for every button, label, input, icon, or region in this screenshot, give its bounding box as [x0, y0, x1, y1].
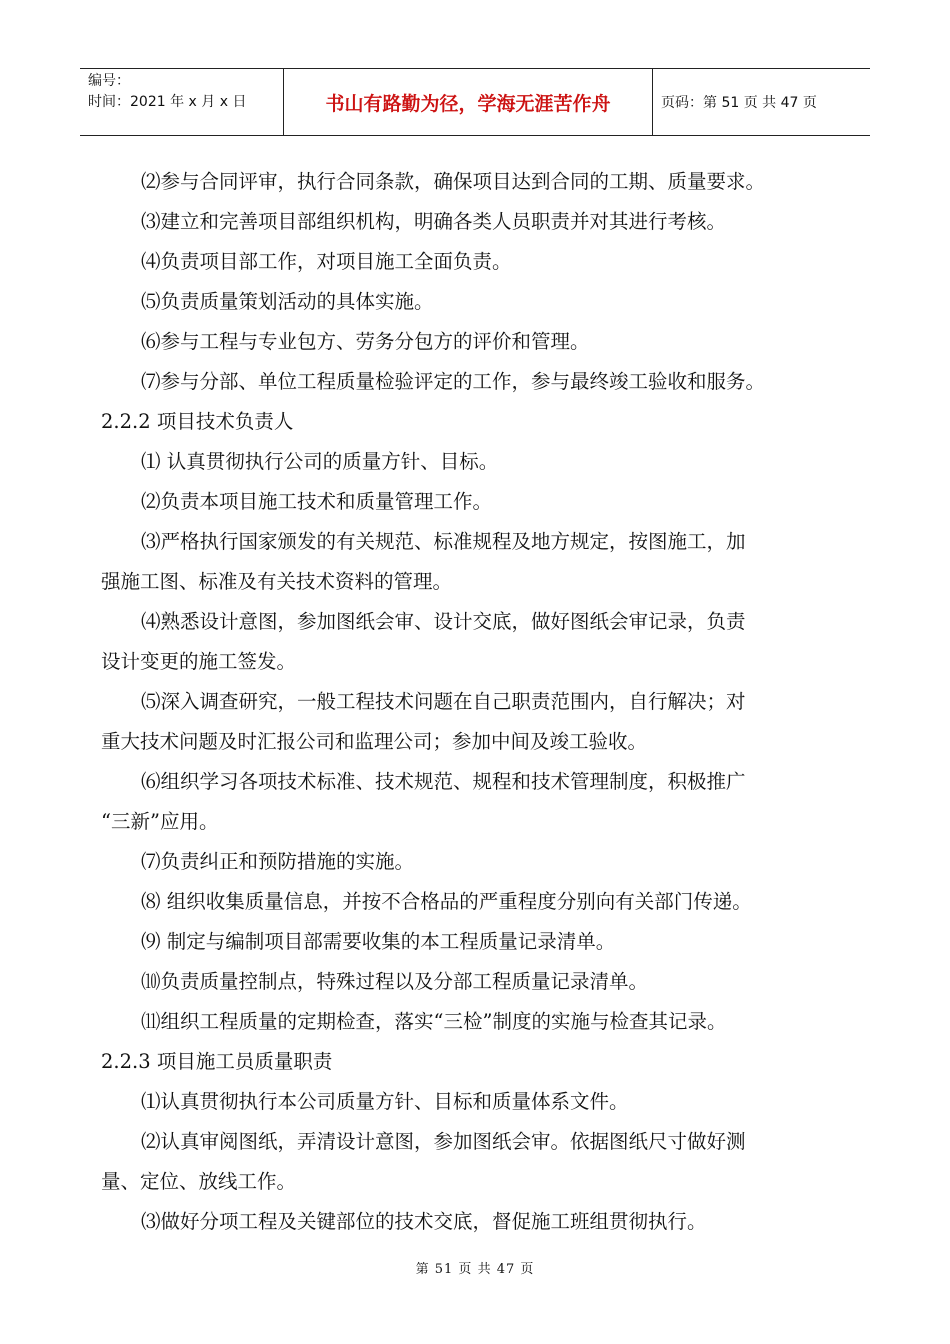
- text-line: 2.2.2 项目技术负责人: [101, 410, 294, 433]
- text-line: ⑶严格执行国家颁发的有关规范、标准规程及地方规定，按图施工，加: [141, 530, 746, 553]
- header-slogan: 书山有路勤为径，学海无涯苦作舟: [283, 69, 653, 135]
- text-line: 设计变更的施工签发。: [101, 650, 297, 673]
- header-page-info: 页码：第 51 页 共 47 页: [661, 95, 817, 111]
- text-line: ⑶建立和完善项目部组织机构，明确各类人员职责并对其进行考核。: [141, 210, 727, 233]
- header-meta: [80, 69, 283, 135]
- document-body: [101, 162, 853, 1242]
- text-line: ⑷负责项目部工作，对项目施工全面负责。: [141, 250, 512, 273]
- text-line: 重大技术问题及时汇报公司和监理公司；参加中间及竣工验收。: [101, 730, 648, 753]
- header-time: 时间：2021 年 x 月 x 日: [88, 94, 247, 110]
- text-line: ⑺参与分部、单位工程质量检验评定的工作，参与最终竣工验收和服务。: [141, 370, 766, 393]
- text-line: ⑵参与合同评审，执行合同条款，确保项目达到合同的工期、质量要求。: [141, 170, 766, 193]
- header-number: 编号：: [88, 73, 130, 89]
- text-line: ⑶做好分项工程及关键部位的技术交底，督促施工班组贯彻执行。: [141, 1210, 707, 1233]
- page-footer: 第 51 页 共 47 页: [415, 1262, 535, 1277]
- page-header: [80, 68, 870, 136]
- text-line: ⑺负责纠正和预防措施的实施。: [141, 850, 415, 873]
- text-line: ⑼ 制定与编制项目部需要收集的本工程质量记录清单。: [141, 930, 616, 953]
- text-line: 2.2.3 项目施工员质量职责: [101, 1050, 333, 1073]
- text-line: ⑹组织学习各项技术标准、技术规范、规程和技术管理制度，积极推广: [141, 770, 746, 793]
- text-line: ⑽负责质量控制点，特殊过程以及分部工程质量记录清单。: [141, 970, 649, 993]
- text-line: ⑷熟悉设计意图，参加图纸会审、设计交底，做好图纸会审记录，负责: [141, 610, 746, 633]
- text-line: ⑹参与工程与专业包方、劳务分包方的评价和管理。: [141, 330, 590, 353]
- text-line: ⑻ 组织收集质量信息，并按不合格品的严重程度分别向有关部门传递。: [141, 890, 752, 913]
- text-line: ⑾组织工程质量的定期检查，落实“三检”制度的实施与检查其记录。: [141, 1010, 727, 1033]
- text-line: ⑸深入调查研究，一般工程技术问题在自己职责范围内，自行解决；对: [141, 690, 746, 713]
- text-line: ⑴ 认真贯彻执行公司的质量方针、目标。: [141, 450, 499, 473]
- text-line: 强施工图、标准及有关技术资料的管理。: [101, 570, 453, 593]
- text-line: “三新”应用。: [101, 810, 219, 833]
- text-line: ⑵认真审阅图纸，弄清设计意图，参加图纸会审。依据图纸尺寸做好测: [141, 1130, 746, 1153]
- text-line: 量、定位、放线工作。: [101, 1170, 297, 1193]
- text-line: ⑴认真贯彻执行本公司质量方针、目标和质量体系文件。: [141, 1090, 629, 1113]
- text-line: ⑵负责本项目施工技术和质量管理工作。: [141, 490, 493, 513]
- text-line: ⑸负责质量策划活动的具体实施。: [141, 290, 434, 313]
